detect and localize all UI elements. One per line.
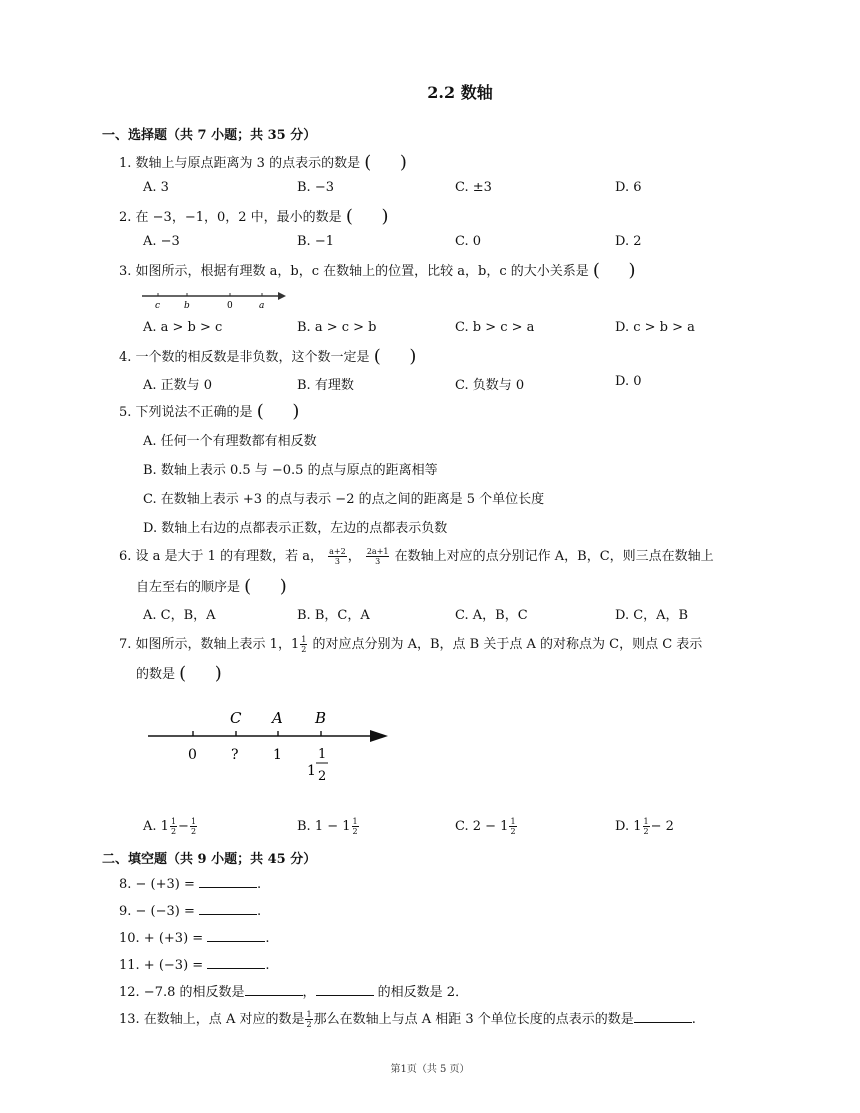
option-c: C. A，B，C xyxy=(455,608,528,623)
option-d: D. 0 xyxy=(615,374,642,389)
question-text: 的数是 xyxy=(136,667,176,682)
option-d: D. 数轴上右边的点都表示正数，左边的点都表示负数 xyxy=(143,521,448,536)
question-end: . xyxy=(265,931,270,946)
question-7-options xyxy=(143,817,743,837)
answer-parenthesis: ( ) xyxy=(256,401,300,422)
option-d: D. 2 xyxy=(615,234,642,249)
section-heading-fill: 二、填空题（共 9 小题；共 45 分） xyxy=(102,852,317,867)
point-label-c: C xyxy=(230,709,242,727)
question-text: 13. 在数轴上，点 A 对应的数是 xyxy=(119,1012,305,1027)
axis-label-b: b xyxy=(184,301,190,311)
option-b: B. −1 xyxy=(297,234,334,249)
question-text: 9. − (−3) = xyxy=(119,904,195,919)
option-a: A. 3 xyxy=(143,180,169,195)
fraction-one-half xyxy=(300,635,307,654)
option-a: A. 正数与 0 xyxy=(143,378,213,393)
option-prefix: A. 1 xyxy=(143,819,169,834)
fraction-one-half xyxy=(643,817,650,836)
page-title: 2.2 数轴 xyxy=(427,83,493,102)
question-text: 7. 如图所示，数轴上表示 1，1 xyxy=(119,637,300,652)
question-text-cont: 的相反数是 2． xyxy=(377,985,469,1000)
option-suffix: − xyxy=(178,819,189,834)
question-6-line-2 xyxy=(136,577,287,598)
fraction-numerator: 1 xyxy=(352,817,358,826)
axis-label-a: a xyxy=(259,301,265,311)
option-c: C. 负数与 0 xyxy=(455,378,525,393)
question-text: 10. + (+3) = xyxy=(119,931,204,946)
section-heading-choice: 一、选择题（共 7 小题；共 35 分） xyxy=(102,128,317,143)
option-c: C. 在数轴上表示 +3 的点与表示 −2 的点之间的距离是 5 个单位长度 xyxy=(143,492,545,507)
option-d: D. C，A，B xyxy=(615,608,689,623)
tick-label-whole-1: 1 xyxy=(307,763,316,779)
option-prefix: B. 1 − 1 xyxy=(297,819,351,834)
option-prefix: D. 1 xyxy=(615,819,642,834)
fraction-numerator: 1 xyxy=(170,817,177,826)
question-4 xyxy=(119,347,416,368)
option-prefix: C. 2 − 1 xyxy=(455,819,509,834)
point-label-b: B xyxy=(315,709,327,727)
fraction-numerator: 1 xyxy=(190,817,197,826)
question-text: 2. 在 −3，−1，0，2 中，最小的数是 xyxy=(119,210,342,225)
question-7-line-1 xyxy=(119,635,702,655)
question-text: 12. −7.8 的相反数是 xyxy=(119,985,245,1000)
option-a xyxy=(143,817,198,836)
question-9 xyxy=(119,902,261,922)
option-b: B. −3 xyxy=(297,180,334,195)
answer-blank[interactable] xyxy=(316,983,374,996)
question-end: . xyxy=(265,958,270,973)
option-d xyxy=(615,817,674,836)
option-b: B. 数轴上表示 0.5 与 −0.5 的点与原点的距离相等 xyxy=(143,463,438,478)
question-end: . xyxy=(691,1012,696,1027)
fraction-numerator: 1 xyxy=(306,1010,312,1019)
answer-parenthesis: ( ) xyxy=(179,663,222,684)
fraction-numerator: 1 xyxy=(301,635,307,644)
fraction-one-half xyxy=(352,817,359,836)
question-10 xyxy=(119,929,269,949)
question-text: 11. + (−3) = xyxy=(119,958,204,973)
fraction-one-half xyxy=(190,817,197,836)
tick-label-0: 0 xyxy=(188,747,197,763)
question-text: 8. − (+3) = xyxy=(119,877,195,892)
question-text: 6. 设 a 是大于 1 的有理数，若 a， xyxy=(119,549,323,564)
axis-arrow xyxy=(278,292,286,300)
fraction-denominator: 3 xyxy=(375,557,381,566)
number-line-figure-large xyxy=(140,702,400,792)
question-sep: ， xyxy=(302,985,316,1000)
question-5 xyxy=(119,402,299,423)
question-2-options xyxy=(143,234,743,254)
axis-arrow xyxy=(370,730,388,742)
fraction-denominator: 2 xyxy=(170,827,177,836)
answer-blank[interactable] xyxy=(245,983,303,996)
question-text: 3. 如图所示，根据有理数 a，b，c 在数轴上的位置，比较 a，b，c 的大小关系是 xyxy=(119,264,589,279)
question-11 xyxy=(119,956,269,976)
answer-parenthesis: ( ) xyxy=(244,576,287,597)
option-d: D. c > b > a xyxy=(615,320,695,335)
question-end: . xyxy=(257,877,262,892)
tick-label-1: 1 xyxy=(273,747,282,763)
fraction-numerator: 2a+1 xyxy=(366,547,389,556)
option-b: B. B，C，A xyxy=(297,608,370,623)
number-line-figure-small xyxy=(140,288,290,312)
question-1-options xyxy=(143,180,743,200)
question-text-cont: 的对应点分别为 A，B，点 B 关于点 A 的对称点为 C，则点 C 表示 xyxy=(312,637,703,652)
fraction-numerator: a+2 xyxy=(329,547,346,556)
option-a: A. C，B，A xyxy=(143,608,216,623)
question-12 xyxy=(119,983,468,1003)
answer-parenthesis: ( ) xyxy=(592,260,636,281)
fraction-a-plus-2-over-3 xyxy=(328,547,347,566)
fraction-denominator: 3 xyxy=(334,557,340,566)
answer-parenthesis: ( ) xyxy=(345,206,389,227)
option-b: B. 有理数 xyxy=(297,378,354,393)
question-end: . xyxy=(257,904,262,919)
question-text-cont: 那么在数轴上与点 A 相距 3 个单位长度的点表示的数是 xyxy=(313,1012,634,1027)
question-4-options xyxy=(143,374,743,394)
question-7-line-2 xyxy=(136,664,222,685)
answer-blank[interactable] xyxy=(207,929,265,942)
fraction-numerator: 1 xyxy=(643,817,649,826)
answer-parenthesis: ( ) xyxy=(364,152,407,173)
question-6-options xyxy=(143,604,743,624)
question-3 xyxy=(119,261,636,282)
question-1 xyxy=(119,153,407,174)
point-label-a: A xyxy=(272,709,283,727)
fraction-one-half xyxy=(509,817,516,836)
question-text: 自左至右的顺序是 xyxy=(136,580,241,595)
option-d: D. 6 xyxy=(615,180,642,195)
question-text: 4. 一个数的相反数是非负数，这个数一定是 xyxy=(119,350,370,365)
answer-blank[interactable] xyxy=(634,1010,692,1023)
axis-label-c: c xyxy=(155,301,161,311)
axis-label-0: 0 xyxy=(227,301,233,311)
fraction-one-half xyxy=(305,1010,312,1029)
fraction-denominator: 2 xyxy=(352,827,358,836)
fraction-one-half xyxy=(170,817,177,836)
fraction-denominator: 2 xyxy=(643,827,649,836)
option-c: C. 0 xyxy=(455,234,482,249)
tick-label-half-numerator: 1 xyxy=(318,747,327,762)
question-text: 1. 数轴上与原点距离为 3 的点表示的数是 xyxy=(119,156,361,171)
tick-label-half-denominator: 2 xyxy=(318,769,327,784)
answer-blank[interactable] xyxy=(199,875,257,888)
option-b xyxy=(297,817,360,836)
question-8 xyxy=(119,875,261,895)
question-text-cont: 在数轴上对应的点分别记作 A，B，C，则三点在数轴上 xyxy=(394,549,714,564)
question-2 xyxy=(119,207,388,228)
question-text: 5. 下列说法不正确的是 xyxy=(119,405,253,420)
tick-label-question: ? xyxy=(231,747,239,763)
fraction-numerator: 1 xyxy=(510,817,516,826)
answer-blank[interactable] xyxy=(207,956,265,969)
option-suffix: − 2 xyxy=(650,819,674,834)
option-a: A. −3 xyxy=(143,234,180,249)
option-a: A. 任何一个有理数都有相反数 xyxy=(143,434,317,449)
fraction-denominator: 2 xyxy=(301,645,307,654)
answer-blank[interactable] xyxy=(199,902,257,915)
option-b: B. a > c > b xyxy=(297,320,377,335)
fraction-denominator: 2 xyxy=(510,827,516,836)
question-3-options xyxy=(143,320,743,340)
fraction-2a-plus-1-over-3 xyxy=(366,547,390,566)
option-a: A. a > b > c xyxy=(143,320,223,335)
page-footer: 第1页（共 5 页） xyxy=(390,1064,470,1075)
question-6-line-1: 6. 设 a 是大于 1 的有理数，若 a， $\frac{a+2}{3}$ ， $\frac{2a+1}{3}$ 在数轴上对应的点分别记作 A，B，C，则三点在数轴上 xyxy=(119,547,714,566)
option-c xyxy=(455,817,518,836)
question-13 xyxy=(119,1010,696,1030)
option-c: C. b > c > a xyxy=(455,320,535,335)
fraction-denominator: 2 xyxy=(306,1020,312,1029)
answer-parenthesis: ( ) xyxy=(373,346,417,367)
fraction-denominator: 2 xyxy=(190,827,197,836)
option-c: C. ±3 xyxy=(455,180,492,195)
